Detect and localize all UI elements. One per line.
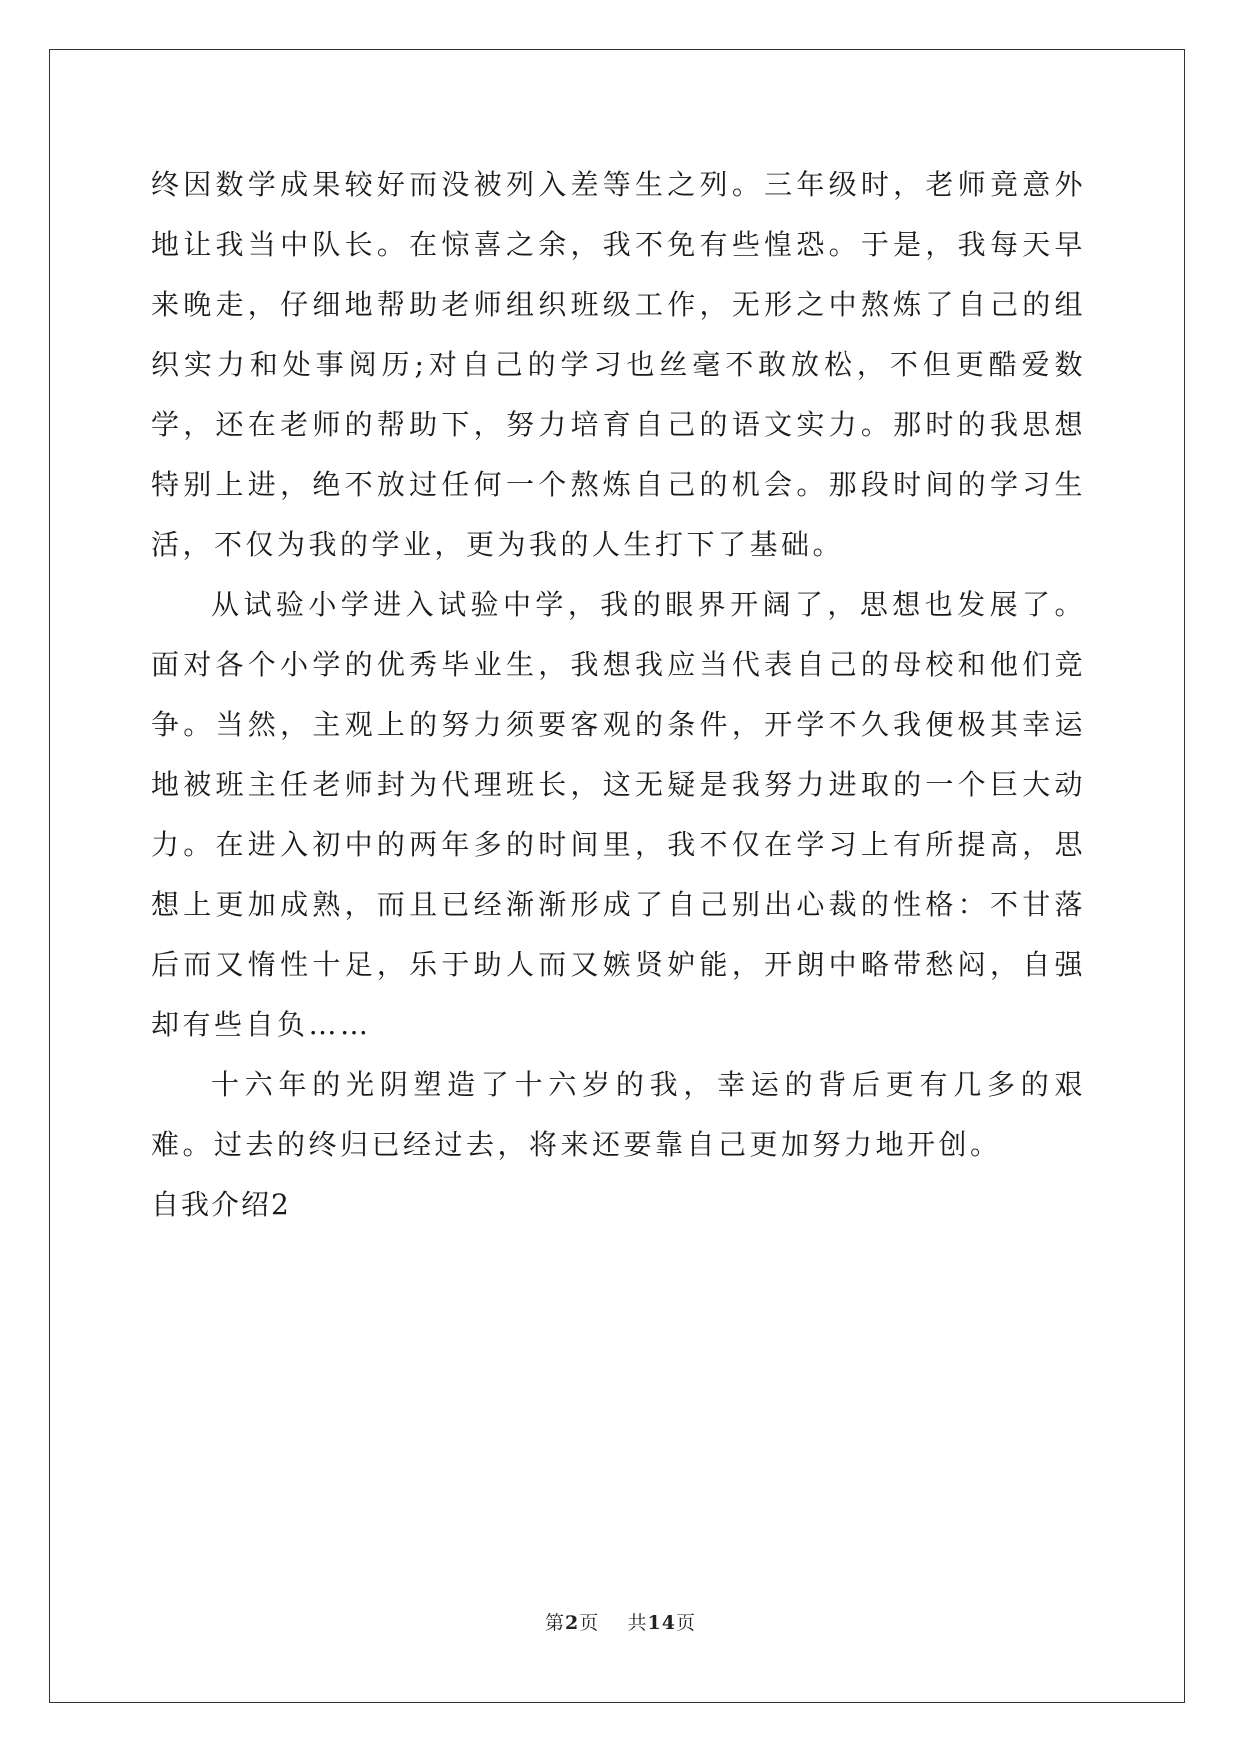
page-suffix: 页 — [579, 1612, 600, 1634]
section-heading: 自我介绍2 — [151, 1188, 291, 1221]
page-number: 2 — [565, 1612, 580, 1634]
document-body — [151, 155, 1086, 1235]
total-prefix: 共 — [627, 1612, 648, 1634]
paragraph-1: 终因数学成果较好而没被列入差等生之列。三年级时，老师竟意外地让我当中队长。在惊喜之余，我不免有些惶恐。于是，我每天早来晚走，仔细地帮助老师组织班级工作，无形之中熬炼了自己的组织实力和处事阅历;对自己的学习也丝毫不敢放松，不但更酷爱数学，还在老师的帮助下，努力培育自己的语文实力。那时的我思想特别上进，绝不放过任何一个熬炼自己的机会。那段时间的学习生活，不仅为我的学业，更为我的人生打下了基础。 — [151, 168, 1086, 561]
paragraph-2: 从试验小学进入试验中学，我的眼界开阔了，思想也发展了。面对各个小学的优秀毕业生，我想我应当代表自己的母校和他们竞争。当然，主观上的努力须要客观的条件，开学不久我便极其幸运地被班主任老师封为代理班长，这无疑是我努力进取的一个巨大动力。在进入初中的两年多的时间里，我不仅在学习上有所提高，思想上更加成熟，而且已经渐渐形成了自己别出心裁的性格：不甘落后而又惰性十足，乐于助人而又嫉贤妒能，开朗中略带愁闷，自强却有些自负…… — [151, 588, 1086, 1041]
total-suffix: 页 — [675, 1612, 696, 1634]
page-footer — [0, 1608, 1241, 1635]
total-pages: 14 — [647, 1612, 676, 1634]
paragraph-3: 十六年的光阴塑造了十六岁的我，幸运的背后更有几多的艰难。过去的终归已经过去，将来还要靠自己更加努力地开创。 — [151, 1068, 1086, 1161]
page-prefix: 第 — [545, 1612, 566, 1634]
